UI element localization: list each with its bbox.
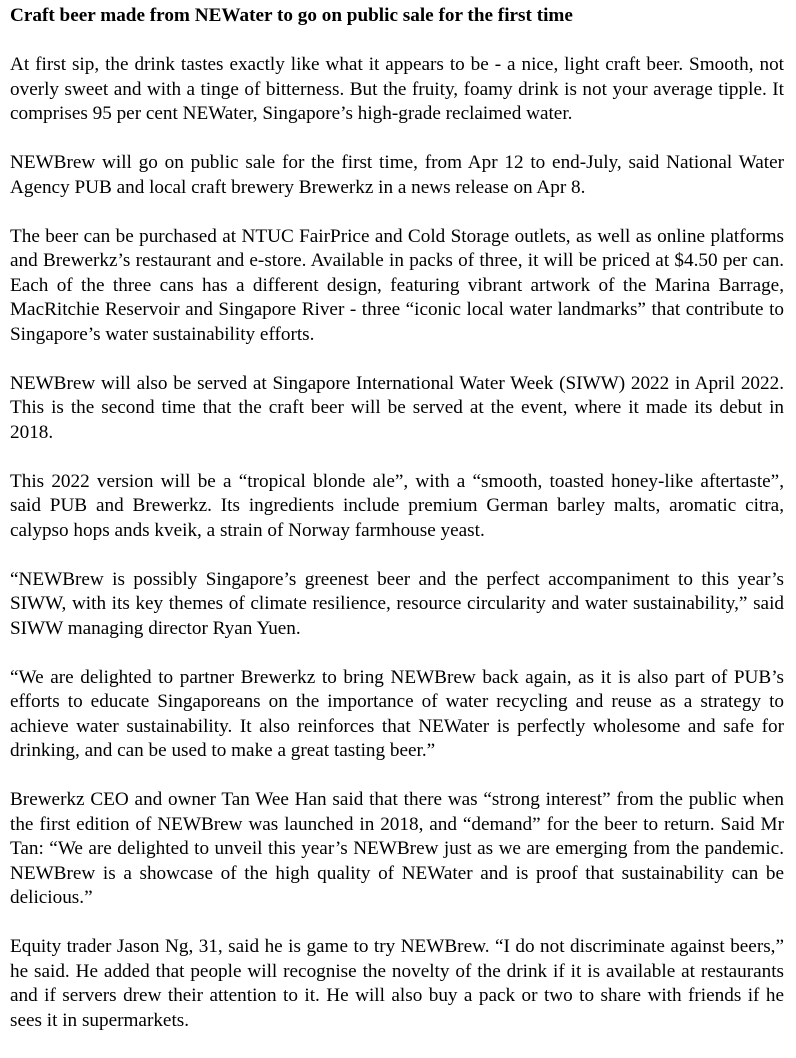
paragraph-intro: At first sip, the drink tastes exactly like what it appears to be - a nice, light craft beer. Smooth, not overly sweet and with a tinge of bitterness. But the fruity, foamy drink is not your average tipple. It comprises 95 per cent NEWater, Singapore’s high-grade reclaimed water. [10, 54, 784, 124]
paragraph-2022-version: This 2022 version will be a “tropical blonde ale”, with a “smooth, toasted honey-like aftertaste”, said PUB and Brewerkz. Its ingredients include premium German barley malts, aromatic citra, calypso hops ands kveik, a strain of Norway farmhouse yeast. [10, 470, 784, 541]
article-title: Craft beer made from NEWater to go on public sale for the first time [10, 5, 573, 26]
paragraph-jason-ng: Equity trader Jason Ng, 31, said he is game to try NEWBrew. “I do not discriminate against beers,” he said. He added that people will recognise the novelty of the drink if it is available at restaurants and if servers drew their attention to it. He will also buy a pack or two to share with friends if he sees it in supermarkets. [10, 936, 784, 1031]
paragraph-public-sale: NEWBrew will go on public sale for the first time, from Apr 12 to end-July, said National Water Agency PUB and local craft brewery Brewerkz in a news release on Apr 8. [10, 152, 784, 198]
paragraph-brewerkz-ceo: Brewerkz CEO and owner Tan Wee Han said that there was “strong interest” from the public when the first edition of NEWBrew was launched in 2018, and “demand” for the beer to return. Said Mr Tan: “We are delighted to unveil this year’s NEWBrew just as we are emerging from the pandemic. NEWBrew is a showcase of the high quality of NEWater and is proof that sustainability can be delicious.” [10, 789, 784, 908]
paragraph-ryan-yuen-quote: “NEWBrew is possibly Singapore’s greenest beer and the perfect accompaniment to this year’s SIWW, with its key themes of climate resilience, resource circularity and water sustainability,” said SIWW managing director Ryan Yuen. [10, 568, 784, 639]
paragraph-pub-quote: “We are delighted to partner Brewerkz to bring NEWBrew back again, as it is also part of PUB’s efforts to educate Singaporeans on the importance of water recycling and reuse as a strategy to achieve water sustainability. It also reinforces that NEWater is perfectly wholesome and safe for drinking, and can be used to make a great tasting beer.” [10, 666, 784, 761]
paragraph-where-to-buy: The beer can be purchased at NTUC FairPrice and Cold Storage outlets, as well as online platforms and Brewerkz’s restaurant and e-store. Available in packs of three, it will be priced at $4.50 per can. Each of the three cans has a different design, featuring vibrant artwork of the Marina Barrage, MacRitchie Reservoir and Singapore River - three “iconic local water landmarks” that contribute to Singapore’s water sustainability efforts. [10, 225, 784, 345]
paragraph-siww: NEWBrew will also be served at Singapore International Water Week (SIWW) 2022 in April 2022. This is the second time that the craft beer will be served at the event, where it made its debut in 2018. [10, 372, 784, 443]
